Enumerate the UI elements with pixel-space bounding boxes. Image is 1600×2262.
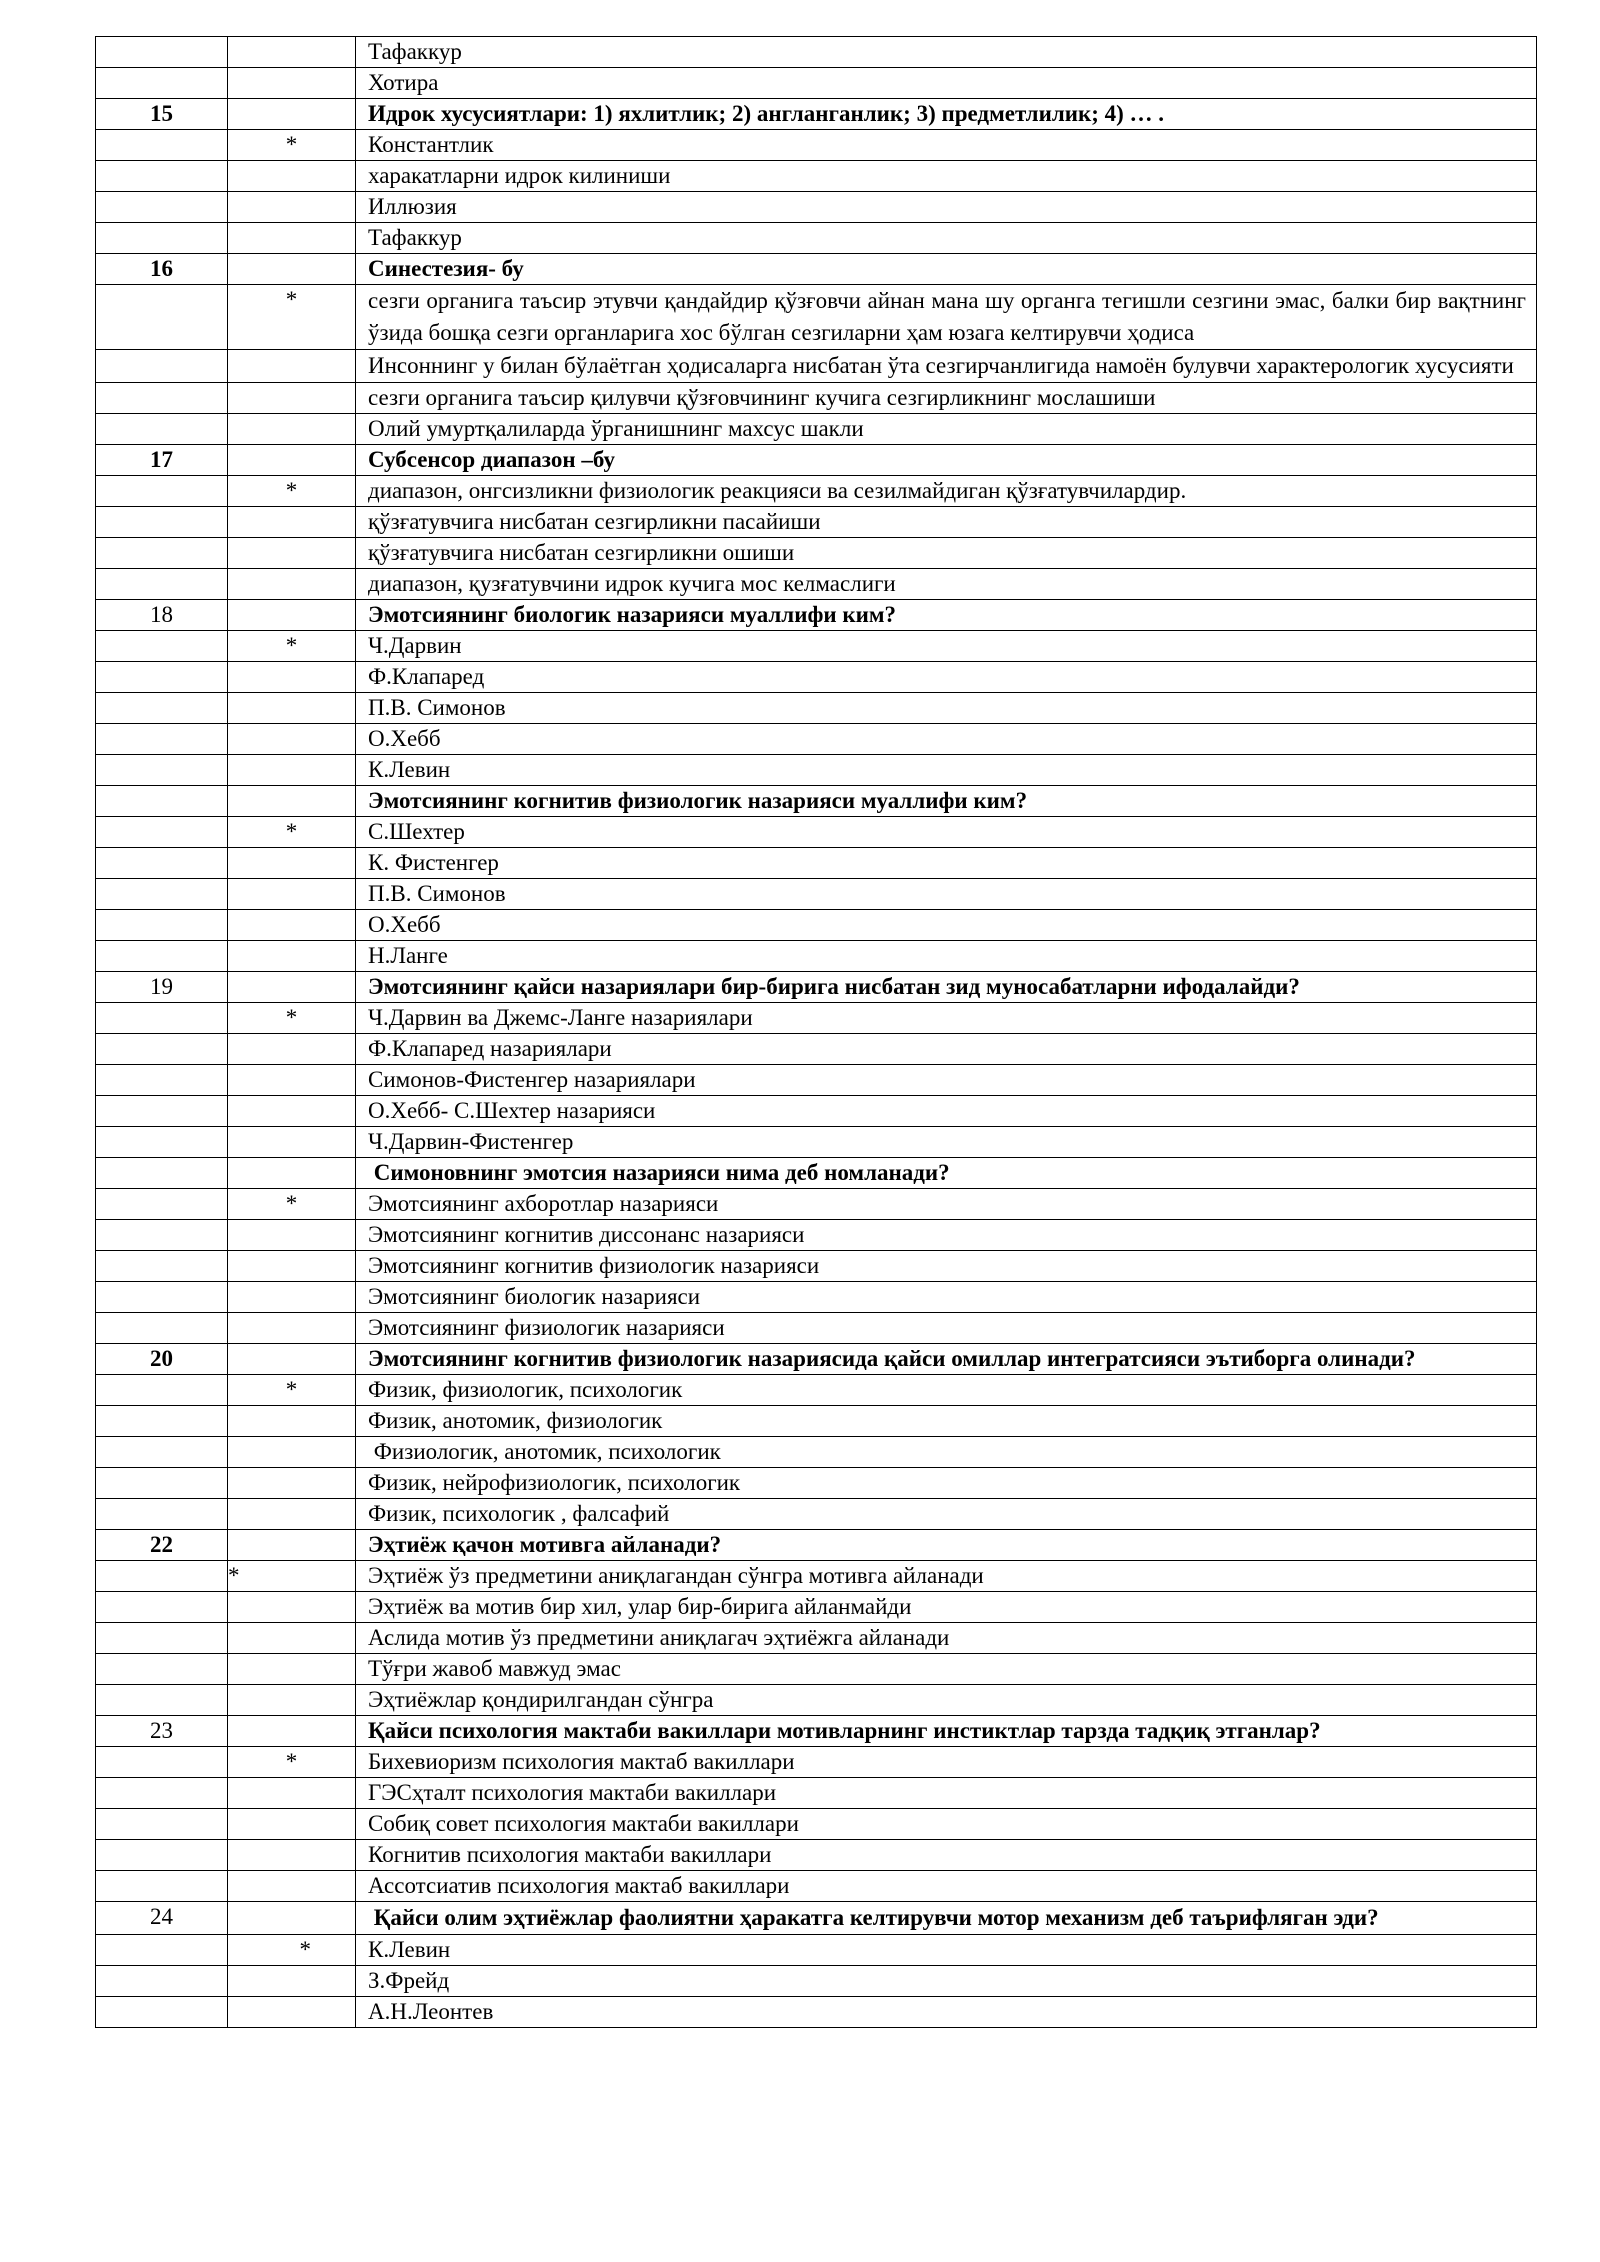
answer-text: К. Фистенгер <box>356 848 1537 879</box>
question-text: Эмотсиянинг когнитив физиологик назариясида қайси омиллар интегратсияси эътиборга олинади? <box>356 1344 1537 1375</box>
answer-row <box>96 1437 1537 1468</box>
question-number: 22 <box>96 1530 228 1561</box>
answer-text: сезги органига таъсир этувчи қандайдир қўзғовчи айнан мана шу органга тегишли сезгини эмас, балки бир вақтнинг ўзида бошқа сезги органларига хос бўлган сезгиларни ҳам юзага келтирувчи ҳодиса <box>356 285 1537 350</box>
correct-answer-mark <box>228 161 356 192</box>
correct-answer-mark <box>228 1313 356 1344</box>
answer-text: А.Н.Леонтев <box>356 1997 1537 2028</box>
correct-answer-mark: * <box>228 817 356 848</box>
question-number <box>96 1499 228 1530</box>
answer-text: Когнитив психология мактаби вакиллари <box>356 1840 1537 1871</box>
correct-answer-mark <box>228 1158 356 1189</box>
question-number: 15 <box>96 99 228 130</box>
correct-answer-mark <box>228 1716 356 1747</box>
question-number <box>96 37 228 68</box>
answer-text: Тафаккур <box>356 37 1537 68</box>
answer-row <box>96 1065 1537 1096</box>
correct-answer-mark <box>228 786 356 817</box>
question-text: Синестезия- бу <box>356 254 1537 285</box>
question-number: 17 <box>96 445 228 476</box>
question-number <box>96 161 228 192</box>
answer-row <box>96 1251 1537 1282</box>
answer-row <box>96 1003 1537 1034</box>
correct-answer-mark <box>228 693 356 724</box>
question-number <box>96 383 228 414</box>
question-number <box>96 1189 228 1220</box>
question-number <box>96 1778 228 1809</box>
question-text: Эмотсиянинг когнитив физиологик назарияси муаллифи ким? <box>356 786 1537 817</box>
question-number <box>96 1840 228 1871</box>
answer-row <box>96 1313 1537 1344</box>
correct-answer-mark <box>228 192 356 223</box>
question-number <box>96 1747 228 1778</box>
correct-answer-mark <box>228 1871 356 1902</box>
answer-text: С.Шехтер <box>356 817 1537 848</box>
correct-answer-mark <box>228 1251 356 1282</box>
question-number <box>96 1282 228 1313</box>
correct-answer-mark <box>228 1966 356 1997</box>
answer-row <box>96 879 1537 910</box>
answer-row <box>96 1468 1537 1499</box>
correct-answer-mark <box>228 1344 356 1375</box>
correct-answer-mark: * <box>228 1375 356 1406</box>
answer-row <box>96 1406 1537 1437</box>
answer-row <box>96 1935 1537 1966</box>
correct-answer-mark: * <box>228 1003 356 1034</box>
correct-answer-mark <box>228 1406 356 1437</box>
question-row <box>96 1530 1537 1561</box>
question-number <box>96 507 228 538</box>
correct-answer-mark <box>228 1220 356 1251</box>
question-number <box>96 1034 228 1065</box>
question-text: Эҳтиёж қачон мотивга айланади? <box>356 1530 1537 1561</box>
answer-row <box>96 1375 1537 1406</box>
question-number: 20 <box>96 1344 228 1375</box>
question-number <box>96 1654 228 1685</box>
answer-row <box>96 285 1537 350</box>
answer-row <box>96 1966 1537 1997</box>
answer-text: Эмотсиянинг когнитив диссонанс назарияси <box>356 1220 1537 1251</box>
correct-answer-mark <box>228 1778 356 1809</box>
question-number <box>96 1437 228 1468</box>
answer-row <box>96 1189 1537 1220</box>
answer-text: Физик, нейрофизиологик, психологик <box>356 1468 1537 1499</box>
question-row <box>96 254 1537 285</box>
answer-text: Ч.Дарвин ва Джемс-Ланге назариялари <box>356 1003 1537 1034</box>
question-number <box>96 1997 228 2028</box>
answer-text: ГЭСҳталт психология мактаби вакиллари <box>356 1778 1537 1809</box>
question-number <box>96 755 228 786</box>
answer-row <box>96 538 1537 569</box>
answer-row <box>96 414 1537 445</box>
answer-row <box>96 1809 1537 1840</box>
answer-text: Ч.Дарвин <box>356 631 1537 662</box>
question-number <box>96 1623 228 1654</box>
correct-answer-mark: * <box>228 631 356 662</box>
question-number <box>96 1871 228 1902</box>
correct-answer-mark <box>228 68 356 99</box>
question-row <box>96 99 1537 130</box>
answer-text: О.Хебб <box>356 910 1537 941</box>
correct-answer-mark <box>228 1592 356 1623</box>
answer-row <box>96 1282 1537 1313</box>
answer-text: Эмотсиянинг когнитив физиологик назарияси <box>356 1251 1537 1282</box>
answer-text: Физик, психологик , фалсафий <box>356 1499 1537 1530</box>
correct-answer-mark <box>228 1065 356 1096</box>
question-number <box>96 285 228 350</box>
correct-answer-mark <box>228 223 356 254</box>
correct-answer-mark <box>228 724 356 755</box>
question-row <box>96 1902 1537 1935</box>
answer-row <box>96 1747 1537 1778</box>
answer-text: П.В. Симонов <box>356 879 1537 910</box>
answer-row <box>96 476 1537 507</box>
question-number <box>96 631 228 662</box>
correct-answer-mark <box>228 1997 356 2028</box>
question-number <box>96 1313 228 1344</box>
answer-row <box>96 1654 1537 1685</box>
question-number <box>96 1935 228 1966</box>
correct-answer-mark <box>228 1902 356 1935</box>
answer-text: Иллюзия <box>356 192 1537 223</box>
correct-answer-mark: * <box>228 1935 356 1966</box>
correct-answer-mark <box>228 445 356 476</box>
answer-text: Тафаккур <box>356 223 1537 254</box>
question-number <box>96 68 228 99</box>
correct-answer-mark: * <box>228 1189 356 1220</box>
question-number <box>96 1406 228 1437</box>
question-number <box>96 350 228 383</box>
question-number <box>96 414 228 445</box>
answer-text: Физик, анотомик, физиологик <box>356 1406 1537 1437</box>
question-number: 19 <box>96 972 228 1003</box>
answer-row <box>96 1871 1537 1902</box>
answer-row <box>96 350 1537 383</box>
answer-text: Эҳтиёж ва мотив бир хил, улар бир-бирига айланмайди <box>356 1592 1537 1623</box>
answer-row <box>96 1997 1537 2028</box>
question-number <box>96 1220 228 1251</box>
answer-row <box>96 1499 1537 1530</box>
question-number <box>96 130 228 161</box>
answer-row <box>96 1685 1537 1716</box>
question-number <box>96 879 228 910</box>
answer-text: харакатларни идрок килиниши <box>356 161 1537 192</box>
correct-answer-mark <box>228 972 356 1003</box>
question-number <box>96 817 228 848</box>
correct-answer-mark <box>228 1654 356 1685</box>
correct-answer-mark <box>228 1499 356 1530</box>
answer-row <box>96 1034 1537 1065</box>
answer-text: Константлик <box>356 130 1537 161</box>
question-number: 23 <box>96 1716 228 1747</box>
correct-answer-mark <box>228 1127 356 1158</box>
question-number <box>96 1003 228 1034</box>
answer-text: Симонов-Фистенгер назариялари <box>356 1065 1537 1096</box>
test-questions-table <box>95 36 1537 2028</box>
correct-answer-mark <box>228 1809 356 1840</box>
question-text: Симоновнинг эмотсия назарияси нима деб номланади? <box>356 1158 1537 1189</box>
answer-row <box>96 1561 1537 1592</box>
question-number <box>96 1685 228 1716</box>
answer-text: Н.Ланге <box>356 941 1537 972</box>
answer-row <box>96 192 1537 223</box>
answer-text: Эҳтиёжлар қондирилгандан сўнгра <box>356 1685 1537 1716</box>
answer-text: Аслида мотив ўз предметини аниқлагач эҳтиёжга айланади <box>356 1623 1537 1654</box>
answer-text: диапазон, қузғатувчини идрок кучига мос келмаслиги <box>356 569 1537 600</box>
answer-text: З.Фрейд <box>356 1966 1537 1997</box>
correct-answer-mark: * <box>228 1747 356 1778</box>
answer-text: Ф.Клапаред назариялари <box>356 1034 1537 1065</box>
correct-answer-mark <box>228 37 356 68</box>
answer-text: Бихевиоризм психология мактаб вакиллари <box>356 1747 1537 1778</box>
question-text: Эмотсиянинг биологик назарияси муаллифи ким? <box>356 600 1537 631</box>
answer-row <box>96 37 1537 68</box>
question-row <box>96 786 1537 817</box>
answer-row <box>96 161 1537 192</box>
correct-answer-mark <box>228 848 356 879</box>
correct-answer-mark <box>228 1685 356 1716</box>
answer-row <box>96 817 1537 848</box>
question-number <box>96 1096 228 1127</box>
question-number: 18 <box>96 600 228 631</box>
question-text: Қайси психология мактаби вакиллари мотивларнинг инстиктлар тарзда тадқиқ этганлар? <box>356 1716 1537 1747</box>
question-number <box>96 1966 228 1997</box>
answer-text: сезги органига таъсир қилувчи қўзғовчининг кучига сезгирликнинг мослашиши <box>356 383 1537 414</box>
answer-row <box>96 1096 1537 1127</box>
correct-answer-mark <box>228 254 356 285</box>
correct-answer-mark: * <box>228 476 356 507</box>
question-number <box>96 941 228 972</box>
answer-text: Инсоннинг у билан бўлаётган ҳодисаларга нисбатан ўта сезгирчанлигида намоён булувчи характерологик хусусияти <box>356 350 1537 383</box>
answer-row <box>96 1592 1537 1623</box>
answer-text: Тўғри жавоб мавжуд эмас <box>356 1654 1537 1685</box>
question-number <box>96 1251 228 1282</box>
answer-row <box>96 1840 1537 1871</box>
question-number <box>96 1158 228 1189</box>
answer-text: О.Хебб <box>356 724 1537 755</box>
table-body <box>96 37 1537 2028</box>
answer-text: К.Левин <box>356 1935 1537 1966</box>
question-number <box>96 1592 228 1623</box>
question-number <box>96 848 228 879</box>
answer-text: Ф.Клапаред <box>356 662 1537 693</box>
answer-row <box>96 1127 1537 1158</box>
answer-row <box>96 848 1537 879</box>
question-number <box>96 1127 228 1158</box>
correct-answer-mark <box>228 662 356 693</box>
question-number <box>96 724 228 755</box>
correct-answer-mark <box>228 1282 356 1313</box>
answer-text: Ассотсиатив психология мактаб вакиллари <box>356 1871 1537 1902</box>
question-number <box>96 192 228 223</box>
answer-text: О.Хебб- С.Шехтер назарияси <box>356 1096 1537 1127</box>
question-number <box>96 569 228 600</box>
answer-row <box>96 910 1537 941</box>
answer-text: Эҳтиёж ўз предметини аниқлагандан сўнгра мотивга айланади <box>356 1561 1537 1592</box>
question-row <box>96 600 1537 631</box>
question-text: Идрок хусусиятлари: 1) яхлитлик; 2) англанганлик; 3) предметлилик; 4) … . <box>356 99 1537 130</box>
question-number <box>96 476 228 507</box>
question-text: Эмотсиянинг қайси назариялари бир-бирига нисбатан зид муносабатларни ифодалайди? <box>356 972 1537 1003</box>
answer-row <box>96 1623 1537 1654</box>
answer-text: Физиологик, анотомик, психологик <box>356 1437 1537 1468</box>
answer-text: Эмотсиянинг физиологик назарияси <box>356 1313 1537 1344</box>
correct-answer-mark <box>228 1437 356 1468</box>
answer-text: қўзғатувчига нисбатан сезгирликни ошиши <box>356 538 1537 569</box>
answer-row <box>96 724 1537 755</box>
answer-row <box>96 693 1537 724</box>
correct-answer-mark <box>228 414 356 445</box>
question-number <box>96 910 228 941</box>
question-number: 24 <box>96 1902 228 1935</box>
question-number <box>96 223 228 254</box>
correct-answer-mark <box>228 507 356 538</box>
question-row <box>96 972 1537 1003</box>
answer-text: диапазон, онгсизликни физиологик реакцияси ва сезилмайдиган қўзғатувчилардир. <box>356 476 1537 507</box>
question-number <box>96 1468 228 1499</box>
answer-row <box>96 1220 1537 1251</box>
answer-row <box>96 383 1537 414</box>
correct-answer-mark <box>228 1840 356 1871</box>
question-number <box>96 1065 228 1096</box>
answer-text: Хотира <box>356 68 1537 99</box>
correct-answer-mark <box>228 1468 356 1499</box>
correct-answer-mark <box>228 879 356 910</box>
answer-text: Эмотсиянинг биологик назарияси <box>356 1282 1537 1313</box>
correct-answer-mark <box>228 383 356 414</box>
correct-answer-mark <box>228 1096 356 1127</box>
answer-row <box>96 507 1537 538</box>
question-text: Субсенсор диапазон –бу <box>356 445 1537 476</box>
correct-answer-mark <box>228 755 356 786</box>
question-number: 16 <box>96 254 228 285</box>
answer-text: Олий умуртқалиларда ўрганишнинг махсус шакли <box>356 414 1537 445</box>
answer-row <box>96 1778 1537 1809</box>
answer-row <box>96 941 1537 972</box>
question-text: Қайси олим эҳтиёжлар фаолиятни ҳаракатга келтирувчи мотор механизм деб таърифляган эди? <box>356 1902 1537 1935</box>
question-number <box>96 662 228 693</box>
question-number <box>96 693 228 724</box>
document-page <box>95 36 1537 2028</box>
correct-answer-mark <box>228 538 356 569</box>
question-number <box>96 538 228 569</box>
question-row <box>96 1344 1537 1375</box>
correct-answer-mark: * <box>228 130 356 161</box>
answer-text: К.Левин <box>356 755 1537 786</box>
correct-answer-mark <box>228 941 356 972</box>
correct-answer-mark: * <box>228 1561 356 1592</box>
answer-text: Ч.Дарвин-Фистенгер <box>356 1127 1537 1158</box>
answer-row <box>96 223 1537 254</box>
answer-row <box>96 130 1537 161</box>
question-row <box>96 1716 1537 1747</box>
question-number <box>96 1809 228 1840</box>
question-number <box>96 1561 228 1592</box>
answer-row <box>96 631 1537 662</box>
question-number <box>96 786 228 817</box>
answer-row <box>96 662 1537 693</box>
correct-answer-mark <box>228 1034 356 1065</box>
answer-text: Эмотсиянинг ахборотлар назарияси <box>356 1189 1537 1220</box>
question-row <box>96 445 1537 476</box>
question-number <box>96 1375 228 1406</box>
answer-text: Физик, физиологик, психологик <box>356 1375 1537 1406</box>
correct-answer-mark <box>228 910 356 941</box>
correct-answer-mark <box>228 600 356 631</box>
correct-answer-mark <box>228 1623 356 1654</box>
correct-answer-mark: * <box>228 285 356 350</box>
answer-row <box>96 755 1537 786</box>
answer-row <box>96 569 1537 600</box>
correct-answer-mark <box>228 1530 356 1561</box>
answer-row <box>96 68 1537 99</box>
answer-text: П.В. Симонов <box>356 693 1537 724</box>
answer-text: Собиқ совет психология мактаби вакиллари <box>356 1809 1537 1840</box>
correct-answer-mark <box>228 569 356 600</box>
correct-answer-mark <box>228 99 356 130</box>
answer-text: қўзғатувчига нисбатан сезгирликни пасайиши <box>356 507 1537 538</box>
correct-answer-mark <box>228 350 356 383</box>
question-row <box>96 1158 1537 1189</box>
